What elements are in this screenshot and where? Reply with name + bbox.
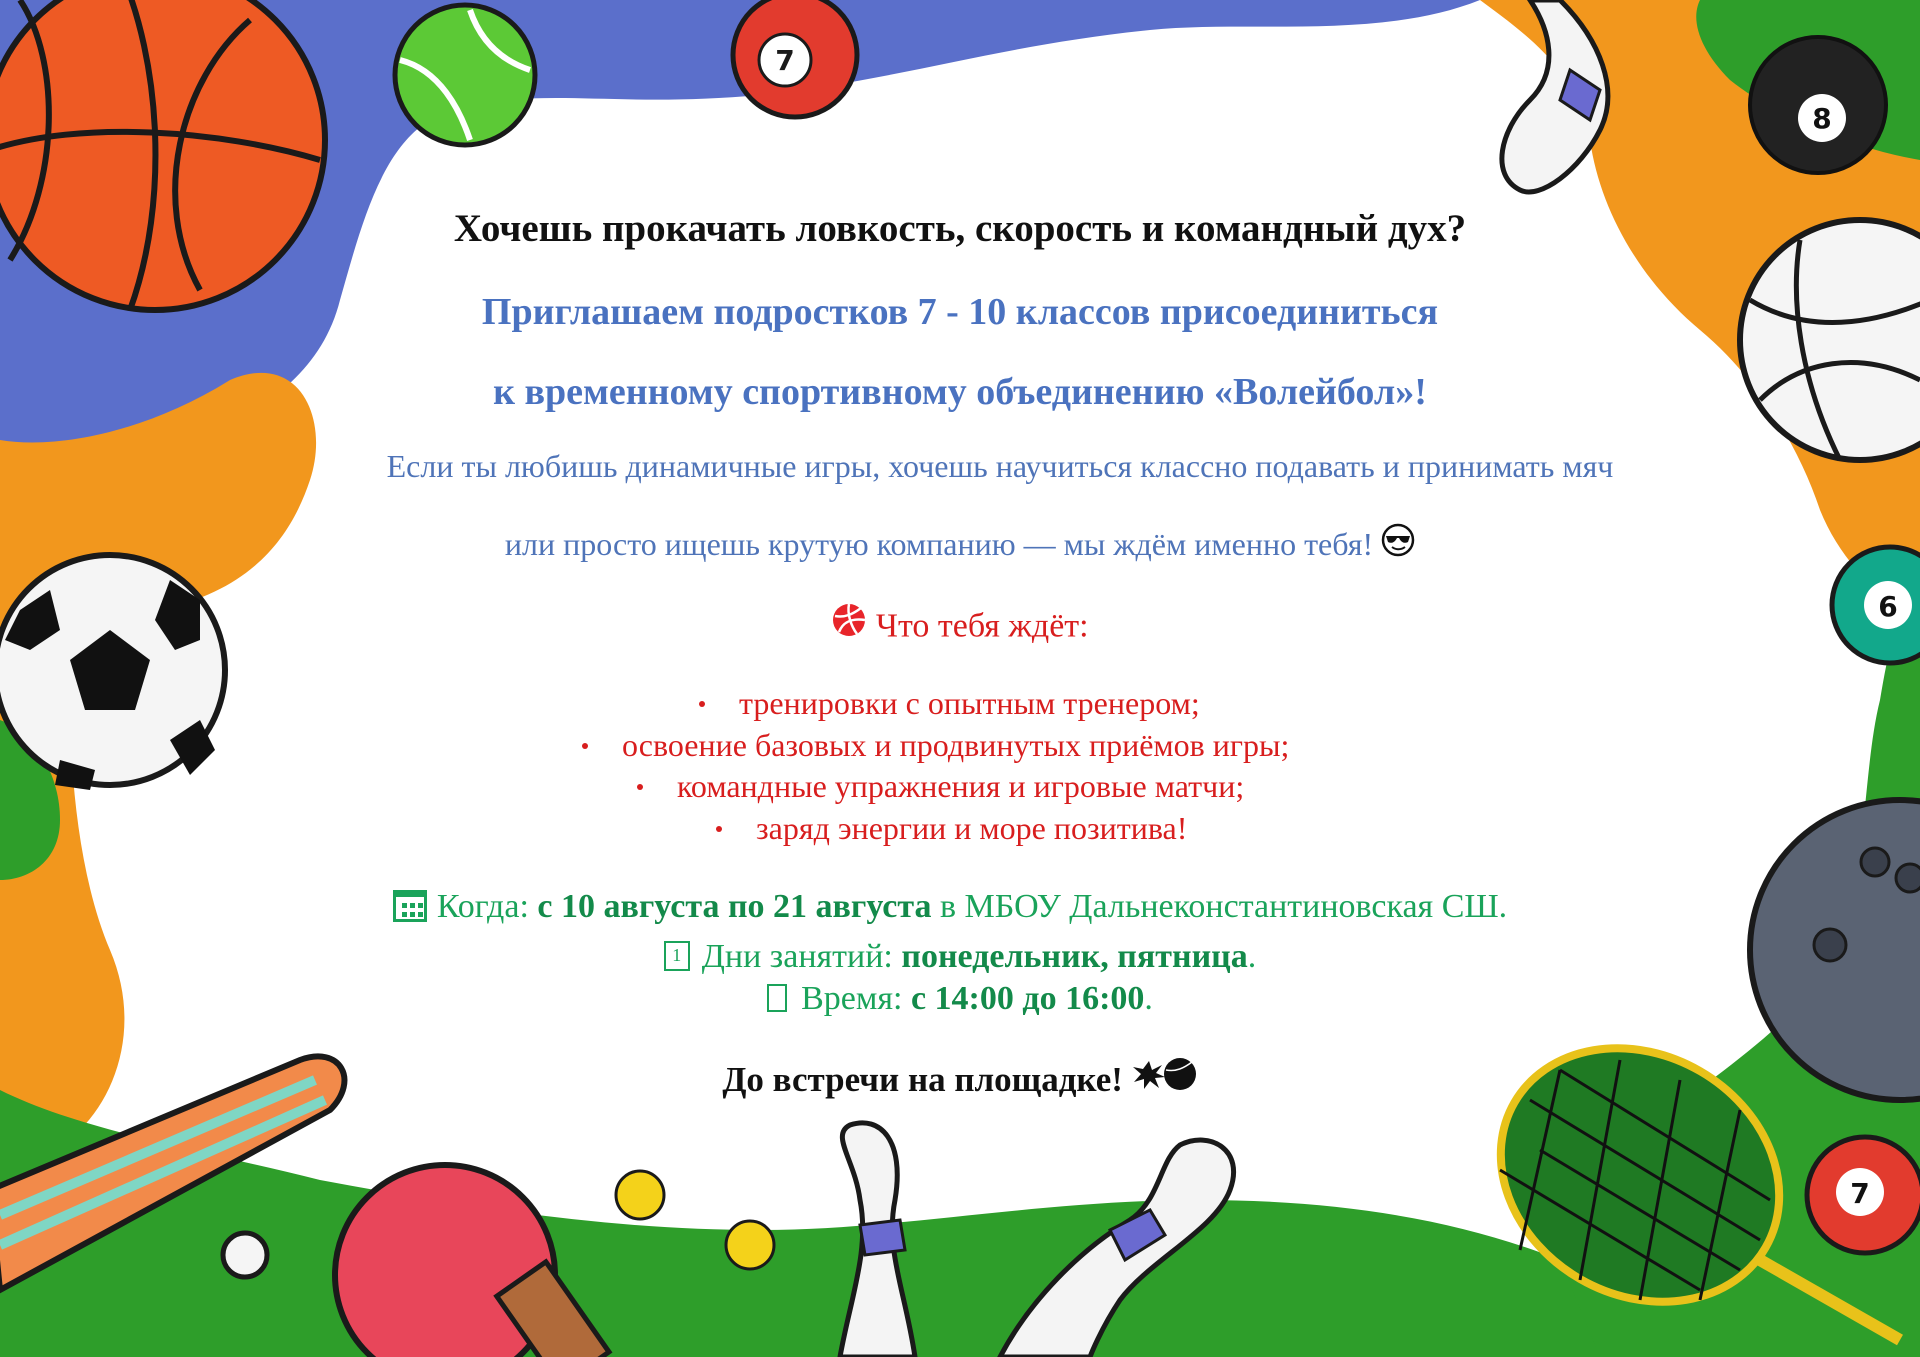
sunglasses-emoji-icon bbox=[1381, 523, 1415, 565]
svg-text:7: 7 bbox=[1850, 1177, 1870, 1210]
intro-line-2 bbox=[0, 526, 1920, 569]
billiard-ball-7-top bbox=[733, 0, 857, 117]
days-value: понедельник, пятница bbox=[901, 938, 1248, 975]
tennis-ball bbox=[395, 5, 535, 145]
list-item bbox=[637, 768, 1244, 805]
when-place: в МБОУ Дальнеконстантиновская СШ. bbox=[940, 888, 1508, 925]
list-item-text: заряд энергии и море позитива! bbox=[756, 810, 1188, 846]
farewell-text: До встречи на площадке! bbox=[722, 1060, 1123, 1099]
intro-line-1: Если ты любишь динамичные игры, хочешь научиться классно подавать и принимать мяч bbox=[386, 448, 1614, 484]
bullet-icon bbox=[637, 784, 643, 790]
soccer-ball bbox=[0, 555, 225, 790]
what-awaits-title: Что тебя ждёт: bbox=[875, 607, 1089, 645]
calendar-icon bbox=[393, 890, 427, 922]
svg-text:6: 6 bbox=[1878, 590, 1898, 623]
bullet-icon bbox=[582, 743, 588, 749]
volleyball-icon bbox=[831, 602, 867, 647]
yellow-ball-2 bbox=[726, 1221, 774, 1269]
billiard-ball-8 bbox=[1750, 37, 1886, 173]
svg-text:8: 8 bbox=[1812, 102, 1832, 135]
list-item-text: тренировки с опытным тренером; bbox=[739, 685, 1200, 721]
schedule-time bbox=[0, 980, 1920, 1018]
list-item bbox=[716, 810, 1187, 847]
headline: Хочешь прокачать ловкость, скорость и командный дух? bbox=[453, 207, 1467, 250]
list-item bbox=[582, 727, 1289, 764]
bullet-icon bbox=[699, 701, 705, 707]
clock-icon bbox=[767, 984, 787, 1012]
yellow-ball-1 bbox=[616, 1171, 664, 1219]
list-item-text: командные упражнения и игровые матчи; bbox=[677, 768, 1245, 804]
intro-line-2-text: или просто ищешь крутую компанию — мы ждём именно тебя! bbox=[504, 526, 1374, 562]
invite-line-1: Приглашаем подростков 7 - 10 классов присоединиться bbox=[481, 291, 1439, 333]
farewell bbox=[0, 1060, 1920, 1105]
when-label: Когда: bbox=[436, 888, 529, 925]
ball-icon bbox=[1162, 1056, 1198, 1101]
svg-text:7: 7 bbox=[775, 44, 795, 77]
schedule-days bbox=[0, 938, 1920, 976]
list-item-text: освоение базовых и продвинутых приёмов игры; bbox=[622, 727, 1290, 763]
what-awaits-heading bbox=[0, 606, 1920, 651]
time-value: с 14:00 до 16:00 bbox=[910, 980, 1145, 1017]
billiard-ball-7-bottom bbox=[1807, 1137, 1920, 1253]
collision-icon bbox=[1132, 1059, 1166, 1099]
time-end: . bbox=[1144, 980, 1153, 1017]
days-end: . bbox=[1247, 938, 1257, 975]
bullet-icon bbox=[716, 826, 722, 832]
invite-line-2: к временному спортивному объединению «Волейбол»! bbox=[493, 371, 1427, 413]
time-label: Время: bbox=[801, 980, 903, 1017]
keycap-one-icon: 1 bbox=[664, 941, 690, 971]
when-value: с 10 августа по 21 августа bbox=[537, 888, 932, 925]
days-label: Дни занятий: bbox=[701, 938, 893, 975]
schedule-when bbox=[0, 888, 1910, 926]
list-item bbox=[699, 685, 1200, 722]
